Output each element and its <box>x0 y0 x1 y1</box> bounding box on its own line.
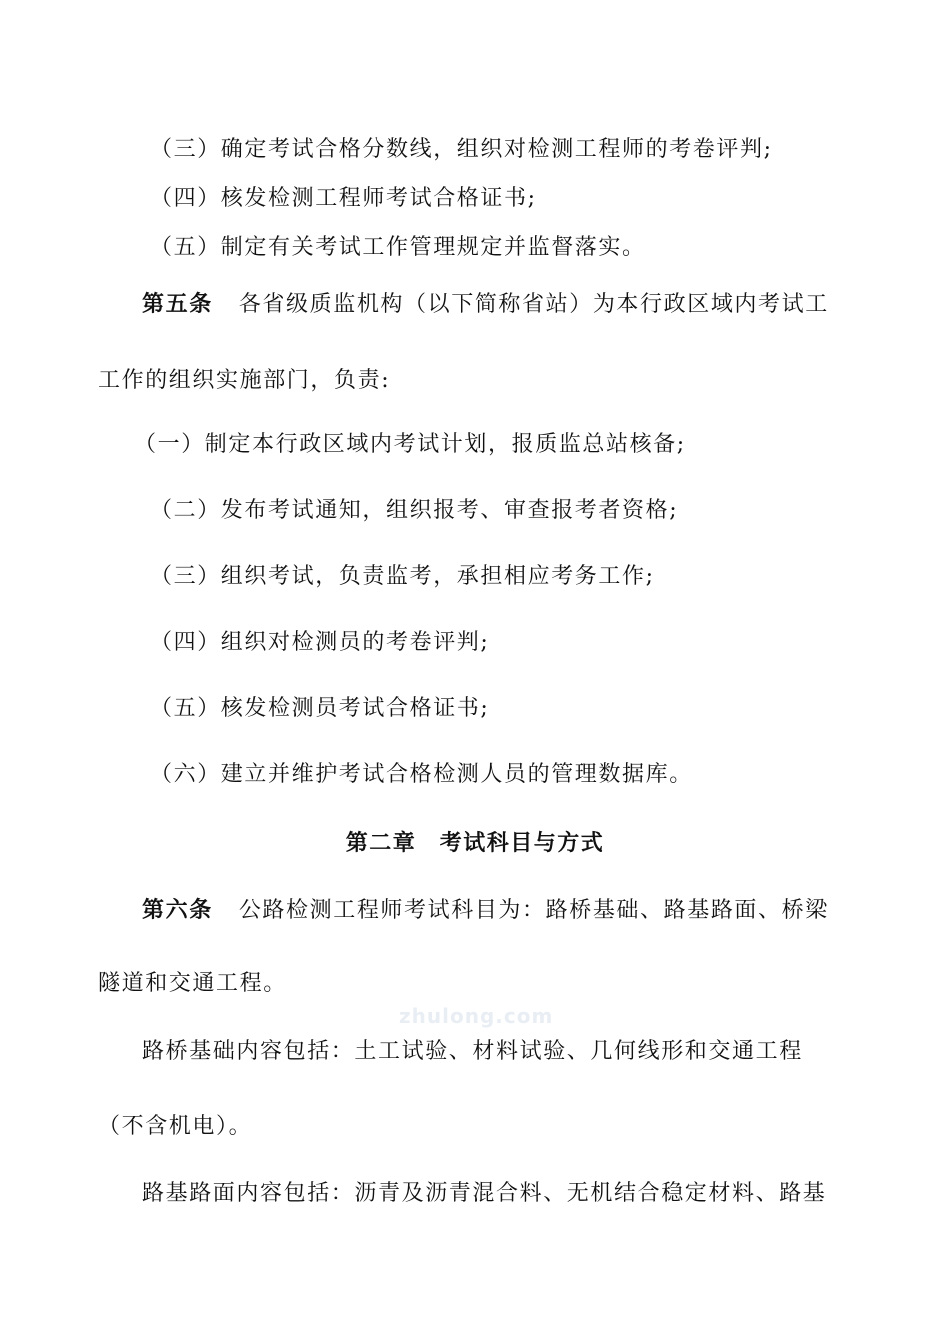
article-6 <box>142 895 829 926</box>
subgrade-pavement-paragraph: 路基路面内容包括：沥青及沥青混合料、无机结合稳定材料、路基 <box>142 1181 827 1206</box>
item-1-exam-plan: （一）制定本行政区域内考试计划，报质监总站核备; <box>134 432 686 457</box>
bridge-basics-continuation: （不含机电）。 <box>98 1114 253 1139</box>
watermark: zhulong.com <box>399 1004 554 1028</box>
item-2-exam-notice: （二）发布考试通知，组织报考、审查报考者资格; <box>150 498 679 523</box>
item-5-management-rules: （五）制定有关考试工作管理规定并监督落实。 <box>150 235 646 260</box>
article-6-continuation: 隧道和交通工程。 <box>98 971 287 996</box>
item-3-organize-exam: （三）组织考试，负责监考，承担相应考务工作; <box>150 564 655 589</box>
item-4-grading: （四）组织对检测员的考卷评判; <box>150 630 490 655</box>
item-6-database: （六）建立并维护考试合格检测人员的管理数据库。 <box>150 762 693 787</box>
article-5-text: 各省级质监机构（以下简称省站）为本行政区域内考试工 <box>238 292 829 317</box>
article-5-label: 第五条 <box>142 291 213 317</box>
article-6-text: 公路检测工程师考试科目为：路桥基础、路基路面、桥梁 <box>238 898 829 923</box>
article-6-label: 第六条 <box>142 897 213 923</box>
item-4-engineer-certificate: （四）核发检测工程师考试合格证书; <box>150 186 537 211</box>
article-5 <box>142 289 829 320</box>
item-3-exam-scores: （三）确定考试合格分数线，组织对检测工程师的考卷评判; <box>150 137 773 162</box>
bridge-basics-paragraph: 路桥基础内容包括：土工试验、材料试验、几何线形和交通工程 <box>142 1039 803 1064</box>
article-5-continuation: 工作的组织实施部门，负责: <box>98 368 391 393</box>
item-5-inspector-certificate: （五）核发检测员考试合格证书; <box>150 696 490 721</box>
chapter-2-heading: 第二章 考试科目与方式 <box>345 830 605 856</box>
